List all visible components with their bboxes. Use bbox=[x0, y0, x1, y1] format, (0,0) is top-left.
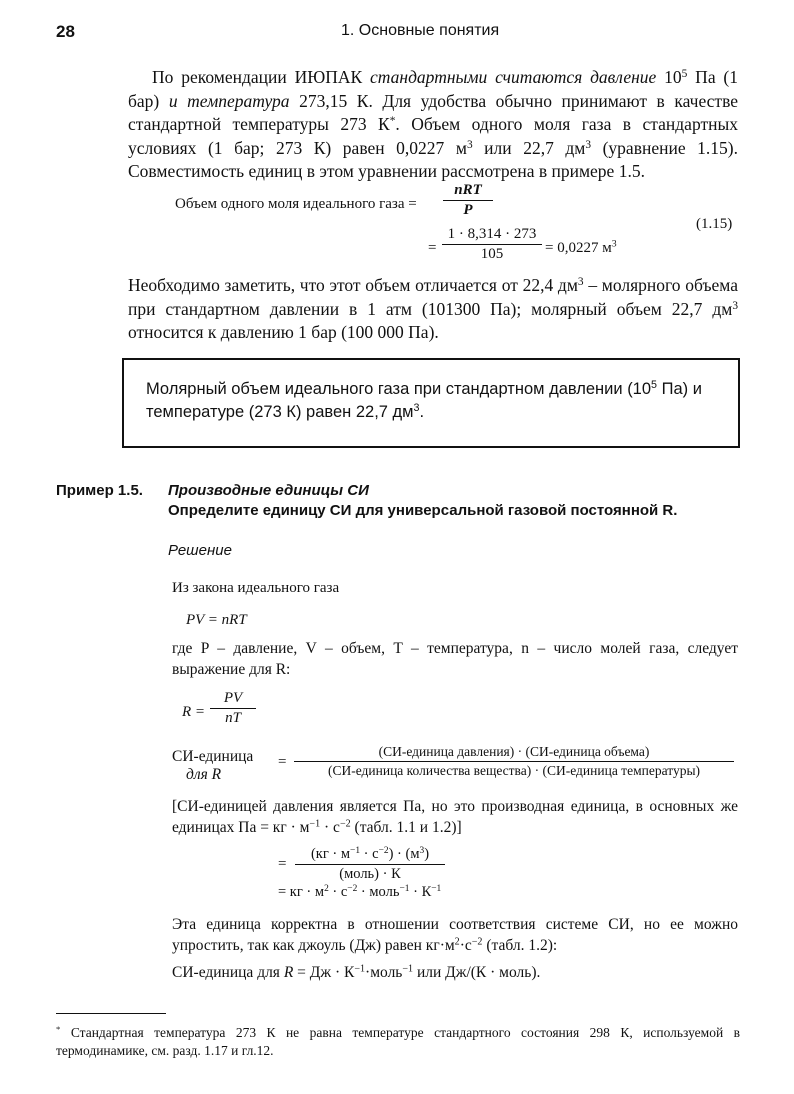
equation-label: Объем одного моля идеального газа = bbox=[175, 196, 417, 212]
si-unit-label: СИ-единица для R bbox=[172, 748, 254, 783]
ideal-gas-law-intro: Из закона идеального газа bbox=[172, 580, 340, 596]
example-label: Пример 1.5. bbox=[56, 482, 143, 499]
unit-equals: = bbox=[278, 856, 287, 872]
variables-description: где P – давление, V – объем, T – температура, n – число молей газа, следует выражение для R: bbox=[172, 640, 738, 678]
footnote: * Стандартная температура 273 К не равна температуре стандартного состояния 298 К, используемой в термодинамике, см. разд. 1.17 и гл.12. bbox=[56, 1024, 740, 1058]
example-task: Определите единицу СИ для универсальной газовой постоянной R. bbox=[168, 502, 678, 519]
r-lhs: R = bbox=[182, 704, 206, 720]
si-unit-equals: = bbox=[278, 754, 287, 770]
ideal-gas-law: PV = nRT bbox=[186, 612, 247, 628]
footnote-rule bbox=[56, 1013, 166, 1014]
pressure-unit-note: [СИ-единицей давления является Па, но это производная единица, в основных же единицах Па = кг · $м^{-1} \cdot с^{-2}$ (табл. 1.1 и 1.2)] bbox=[172, 798, 738, 836]
si-unit-fraction: (СИ-единица давления) · (СИ-единица объема) (СИ-единица количества вещества) · (СИ-единица температуры) bbox=[294, 744, 734, 779]
intro-paragraph: По рекомендации ИЮПАК стандартными считаются давление $10^5$ Па (1 бар) и температура 273,15 К. Для удобства обычно принимают в качестве стандартной температуры 273 К*. Объем одного моля газа в стандартных условиях (1 бар; 273 К) равен 0,0227 $м^3$ или 22,7 $дм^3$ (уравнение 1.15). Совместимость единиц в этом уравнении рассмотрена в примере 1.5. bbox=[128, 67, 739, 181]
unit-result: = кг · $м^2 \cdot с^{-2}$ · моль$^{-1}$ · $К^{-1}$ bbox=[278, 883, 442, 900]
simplification-paragraph: Эта единица корректна в отношении соответствия системе СИ, но ее можно упростить, так как джоуль (Дж) равен $кг\cdot м^2\cdot с^{-2}$ (табл. 1.2): bbox=[172, 916, 738, 954]
final-si-unit: СИ-единица для R = Дж · $К^{-1}\cdot моль^{-1}$ или Дж/(К · моль). bbox=[172, 963, 541, 981]
equation-number: (1.15) bbox=[696, 216, 733, 232]
equation-equals: = bbox=[428, 240, 437, 256]
highlight-text: Молярный объем идеального газа при стандартном давлении ($10^5$ Па) и температуре (273 К) равен 22,7 $дм^3$. bbox=[146, 379, 702, 421]
equation-fraction-symbolic: nRT P bbox=[443, 182, 493, 219]
equation-result: = 0,0227 $м^3$ bbox=[545, 238, 617, 256]
r-fraction: $\frac{PV}{nT}$ bbox=[210, 690, 256, 727]
running-title: 1. Основные понятия bbox=[341, 22, 500, 39]
equation-fraction-numeric: $\frac{1 \cdot 8,314 \cdot 273}{105}$ bbox=[442, 226, 542, 263]
note-paragraph: Необходимо заметить, что этот объем отличается от 22,4 $дм^3$ – молярного объема при стандартном давлении в 1 атм (101300 Па); молярный объем 22,7 $дм^3$ относится к давлению 1 бар (100 000 Па). bbox=[128, 275, 738, 342]
page-number: 28 bbox=[56, 22, 75, 41]
example-title: Производные единицы СИ bbox=[168, 482, 369, 499]
solution-heading: Решение bbox=[168, 542, 232, 559]
unit-derivation-fraction: $(кг \cdot м^{-1} \cdot с^{-2}) \cdot (м^3)$ (моль) · К bbox=[295, 846, 445, 883]
